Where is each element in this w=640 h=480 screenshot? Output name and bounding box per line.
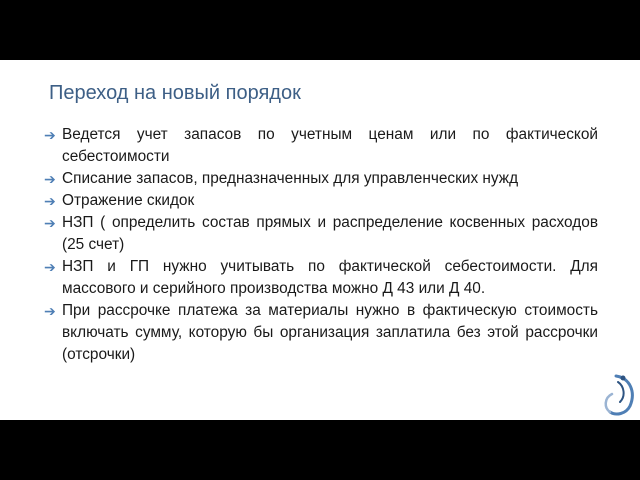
list-item [44, 124, 598, 168]
list-item-text: При рассрочке платежа за материалы нужно в фактическую стоимость включать сумму, которую бы организация заплатила без этой рассрочки (отсрочки) [62, 302, 598, 363]
arrow-right-icon: ➔ [44, 171, 56, 187]
list-item [44, 300, 598, 366]
bullet-list [44, 124, 598, 366]
presentation-slide [0, 60, 640, 420]
list-item-text: НЗП и ГП нужно учитывать по фактической себестоимости. Для массового и серийного производства можно Д 43 или Д 40. [62, 258, 598, 297]
swirl-logo-icon [596, 370, 640, 420]
arrow-right-icon: ➔ [44, 127, 56, 143]
arrow-right-icon: ➔ [44, 215, 56, 231]
list-item [44, 190, 598, 212]
list-item [44, 168, 598, 190]
arrow-right-icon: ➔ [44, 259, 56, 275]
arrow-right-icon: ➔ [44, 303, 56, 319]
list-item-text: Отражение скидок [62, 192, 195, 209]
list-item-text: Ведется учет запасов по учетным ценам или по фактической себестоимости [62, 126, 598, 165]
list-item [44, 256, 598, 300]
list-item-text: НЗП ( определить состав прямых и распределение косвенных расходов (25 счет) [62, 214, 598, 253]
list-item-text: Списание запасов, предназначенных для управленческих нужд [62, 170, 519, 187]
slide-title: Переход на новый порядок [49, 82, 301, 104]
list-item [44, 212, 598, 256]
arrow-right-icon: ➔ [44, 193, 56, 209]
